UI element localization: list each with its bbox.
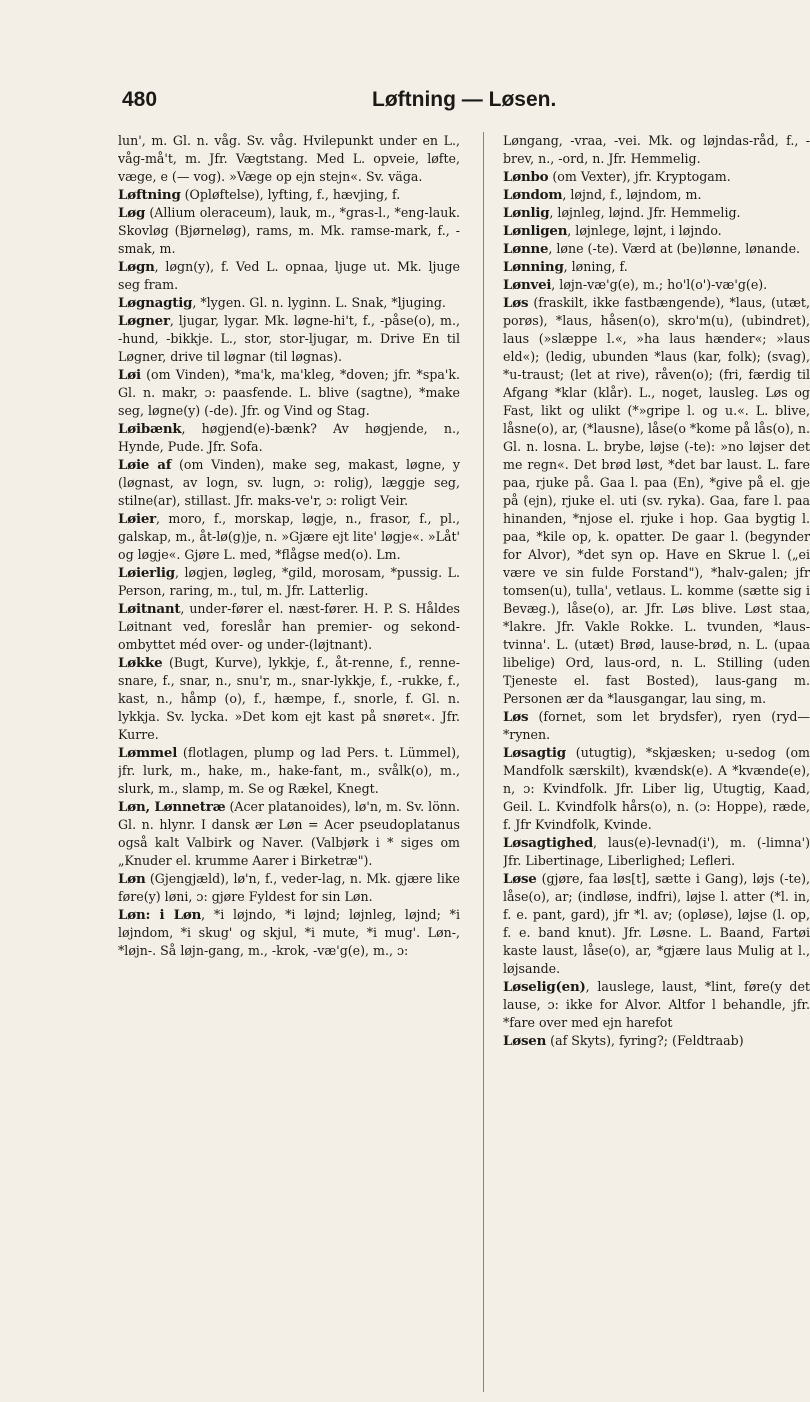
entry-headword: Løselig(en): [503, 979, 586, 995]
dictionary-entry: [118, 870, 460, 906]
entry-definition: (gjøre, faa løs[t], sætte i Gang), løjs (-te), låse(o), ar; (indløse, indfri), løjse l. atter (*l. in, f. e. pant, gard), jfr *l. av; (opløse), løjse (l. op, f. e. band knut). Jfr. Løsne. L. Baand, Fartøi kaste laust, låse(o), ar, *gjære laus Mulig at l., løjsande.: [503, 871, 810, 976]
entry-definition: (Gjengjæld), lø'n, f., veder-lag, n. Mk. gjære like føre(y) løni, ɔ: gjøre Fyldest for sin Løn.: [118, 871, 460, 904]
entry-definition: (Acer platanoides), lø'n, m. Sv. lönn. Gl. n. hlynr. I dansk ær Løn = Acer pseudoplatanus også kalt Valbirk og Naver. (Valbjørk i * siges om „Knuder el. krumme Aarer i Birketræ").: [118, 799, 460, 868]
dictionary-entry: [118, 258, 460, 294]
entry-headword: Løn: [118, 871, 146, 887]
entry-definition: (fornet, som let brydsfer), ryen (ryd— *rynen.: [503, 709, 810, 742]
entry-headword: Løn: i Løn: [118, 907, 202, 923]
entry-definition: , løjnd, f., løjndom, m.: [562, 187, 702, 202]
right-column: [503, 132, 810, 1394]
dictionary-entry: [118, 456, 460, 510]
entry-definition: , ljugar, lygar. Mk. løgne-hi't, f., -påse(o), m., -hund, -bikkje. L., stor, stor-ljugar, m. Drive En til Løgner, drive til løgnar (til løgnas).: [118, 313, 460, 364]
entry-definition: , løgn(y), f. Ved L. opnaa, ljuge ut. Mk. ljuge seg fram.: [118, 259, 460, 292]
dictionary-entry: [118, 312, 460, 366]
dictionary-entry: [503, 204, 810, 222]
dictionary-entry: [503, 258, 810, 276]
left-column: [118, 132, 460, 1394]
entry-headword: Løitnant: [118, 601, 181, 617]
dictionary-entry: [503, 294, 810, 708]
entry-definition: (fraskilt, ikke fastbængende), *laus, (utæt, porøs), *laus, håsen(o), skro'm(u), (ubindret), laus (»slæppe l.«, »ha laus hænder«; »laus eld«); (ledig, ubunden *laus (kar, folk); (svag), *u-traust; (let at rive), råven(o); (fri, færdig til Afgang *klar (klår). L., noget, lausleg. Løs og Fast, likt og ulikt (*»gripe l. og u.«. L. blive, låsne(o), ar, (*lausne), låse(o *kome på lås(o), n. Gl. n. losna. L. brybe, løjse (-te): »no løjser det me regn«. Det brød løst, *det bar laust. L. fare paa, rjuke på. Gaa l. paa (En), *give på el. gje på (ejn), rjuke el. uti (sv. ryka). Gaa, fare l. paa hinanden, *njose el. rjuke i hop. Gaa bygtig l. paa, *kile op, k. opatter. De gaar l. (begynder for Alvor), *det syn op. Have en Skrue l. („ei være ve sin fulde Forstand"), *halv-galen; jfr tomsen(u), tulla', vetlaus. L. komme (sætte sig i Bevæg.), låse(o), ar. Jfr. Løs blive. Løst staa, *lakre. Jfr. Vakle Rokke. L. tvunden, *laus-tvinna'. L. (utæt) Brød, lause-brød, n. L. (upaa libelige) Ord, laus-ord, n. L. Stilling (uden Tjeneste el. fast Bosted), laus-gang m. Personen ær da *lausgangar, lau sing, m.: [503, 295, 810, 706]
entry-headword: Lømmel: [118, 745, 178, 761]
entry-definition: (Opløftelse), lyfting, f., hævjing, f.: [180, 187, 401, 202]
entry-definition: (om Vinden), make seg, makast, løgne, y (løgnast, av logn, sv. lugn, ɔ: rolig), læggje seg, stilne(ar), stillast. Jfr. maks-ve'r, ɔ: roligt Veir.: [118, 457, 460, 508]
dictionary-entry: [118, 186, 460, 204]
dictionary-entry: [503, 168, 810, 186]
entry-definition: lun', m. Gl. n. våg. Sv. våg. Hvilepunkt under en L., våg-må't, m. Jfr. Vægtstang. Med L. opveie, løfte, væge, e (— vog). »Væge op ejn stejn«. Sv. väga.: [118, 133, 460, 184]
entry-definition: , under-fører el. næst-fører. H. P. S. Håldes Løitnant ved, foreslår han premier- og sekond-ombyttet méd over- og under-(løjtnant).: [118, 601, 460, 652]
dictionary-entry: [503, 132, 810, 168]
entry-headword: Lønbo: [503, 169, 549, 185]
entry-headword: Lønvei: [503, 277, 552, 293]
dictionary-entry: [503, 276, 810, 294]
entry-headword: Løgnagtig: [118, 295, 193, 311]
page-number: 480: [122, 88, 158, 111]
page-header: [0, 88, 810, 118]
entry-headword: Lønligen: [503, 223, 568, 239]
entry-definition: , løne (-te). Værd at (be)lønne, lønande.: [548, 241, 801, 256]
entry-headword: Løftning: [118, 187, 181, 203]
entry-headword: Løsen: [503, 1033, 547, 1049]
entry-definition: (om Vexter), jfr. Kryptogam.: [548, 169, 731, 184]
dictionary-entry: [118, 366, 460, 420]
entry-definition: (flotlagen, plump og lad Pers. t. Lümmel), jfr. lurk, m., hake, m., hake-fant, m., svålk(o), m., slurk, m., slamp, m. Se og Rækel, Knegt.: [118, 745, 460, 796]
entry-headword: Løierlig: [118, 565, 175, 581]
dictionary-entry: [118, 564, 460, 600]
entry-definition: , løjnlege, løjnt, i løjndo.: [567, 223, 722, 238]
dictionary-entry: [118, 294, 460, 312]
entry-headword: Løs: [503, 295, 529, 311]
entry-headword: Løsagtighed: [503, 835, 593, 851]
entry-definition: Løngang, -vraa, -vei. Mk. og løjndas-råd, f., -brev, n., -ord, n. Jfr. Hemmelig.: [503, 133, 810, 166]
entry-definition: , løgjen, løgleg, *gild, morosam, *pussig. L. Person, raring, m., tul, m. Jfr. Latterlig.: [118, 565, 460, 598]
entry-definition: (om Vinden), *ma'k, ma'kleg, *doven; jfr. *spa'k. Gl. n. makr, ɔ: paasfende. L. blive (sagtne), *make seg, løgne(y) (-de). Jfr. og Vind og Stag.: [118, 367, 460, 418]
dictionary-entry: [118, 654, 460, 744]
entry-definition: , løjn-væ'g(e), m.; ho'l(o')-væ'g(e).: [551, 277, 768, 292]
entry-headword: Løgner: [118, 313, 170, 329]
entry-definition: , laus(e)-levnad(i'), m. (-limna') Jfr. Libertinage, Liberlighed; Lefleri.: [503, 835, 810, 868]
entry-definition: , *lygen. Gl. n. lyginn. L. Snak, *ljuging.: [192, 295, 446, 310]
dictionary-entry: [118, 510, 460, 564]
dictionary-entry: [118, 132, 460, 186]
entry-definition: , løning, f.: [563, 259, 628, 274]
running-head: Løftning — Løsen.: [372, 88, 557, 111]
entry-headword: Lønne: [503, 241, 549, 257]
entry-headword: Løsagtig: [503, 745, 566, 761]
dictionary-entry: [118, 906, 460, 960]
entry-definition: , lauslege, laust, *lint, føre(y det lause, ɔ: ikke for Alvor. Altfor l behandle, jfr. *fare over med ejn harefot: [503, 979, 810, 1030]
entry-definition: , *i løjndo, *i løjnd; løjnleg, løjnd; *i løjndom, *i skug' og skjul, *i mute, *i mug'. Løn-, *løjn-. Så løjn-gang, m., -krok, -væ'g(e), m., ɔ:: [118, 907, 460, 958]
dictionary-entry: [118, 798, 460, 870]
dictionary-entry: [503, 1032, 810, 1050]
entry-headword: Løse: [503, 871, 537, 887]
dictionary-entry: [503, 870, 810, 978]
entry-headword: Løie af: [118, 457, 172, 473]
entry-definition: (utugtig), *skjæsken; u-sedog (om Mandfolk særskilt), kvændsk(e). A *kvænde(e), n, ɔ: Kvindfolk. Jfr. Liber lig, Utugtig, Kaad, Geil. L. Kvindfolk hårs(o), n. (ɔ: Hoppe), ræde, f. Jfr Kvindfolk, Kvinde.: [503, 745, 810, 832]
entry-definition: (af Skyts), fyring?; (Feldtraab): [546, 1033, 744, 1048]
dictionary-entry: [503, 834, 810, 870]
dictionary-entry: [118, 420, 460, 456]
entry-headword: Løn, Lønnetræ: [118, 799, 226, 815]
entry-headword: Løs: [503, 709, 529, 725]
dictionary-entry: [118, 744, 460, 798]
dictionary-entry: [503, 240, 810, 258]
entry-definition: , moro, f., morskap, løgje, n., frasor, f., pl., galskap, m., åt-lø(g)je, n. »Gjære ejt lite' løgje«. »Låt' og løgje«. Gjøre L. med, *flågse med(o). Lm.: [118, 511, 460, 562]
entry-headword: Løi: [118, 367, 141, 383]
entry-headword: Lønning: [503, 259, 564, 275]
entry-headword: Løg: [118, 205, 146, 221]
dictionary-entry: [503, 186, 810, 204]
entry-definition: (Bugt, Kurve), lykkje, f., åt-renne, f., renne-snare, f., snar, n., snu'r, m., snar-lykkje, f., -rukke, f., kast, n., håmp (o), f., hæmpe, f., snorle, f. Gl. n. lykkja. Sv. lycka. »Det kom ejt kast på snøret«. Jfr. Kurre.: [118, 655, 460, 742]
dictionary-entry: [118, 600, 460, 654]
dictionary-entry: [503, 222, 810, 240]
entry-headword: Løier: [118, 511, 157, 527]
entry-definition: , løjnleg, løjnd. Jfr. Hemmelig.: [549, 205, 741, 220]
entry-headword: Løndom: [503, 187, 563, 203]
entry-definition: , høgjend(e)-bænk? Av høgjende, n., Hynde, Pude. Jfr. Sofa.: [118, 421, 460, 454]
dictionary-entry: [503, 744, 810, 834]
dictionary-entry: [503, 978, 810, 1032]
entry-headword: Lønlig: [503, 205, 550, 221]
entry-headword: Løibænk: [118, 421, 182, 437]
entry-headword: Løkke: [118, 655, 163, 671]
dictionary-entry: [118, 204, 460, 258]
column-divider: [483, 132, 484, 1392]
entry-headword: Løgn: [118, 259, 155, 275]
dictionary-entry: [503, 708, 810, 744]
entry-definition: (Allium oleraceum), lauk, m., *gras-l., *eng-lauk. Skovløg (Bjørneløg), rams, m. Mk. ramse-mark, f., -smak, m.: [118, 205, 460, 256]
